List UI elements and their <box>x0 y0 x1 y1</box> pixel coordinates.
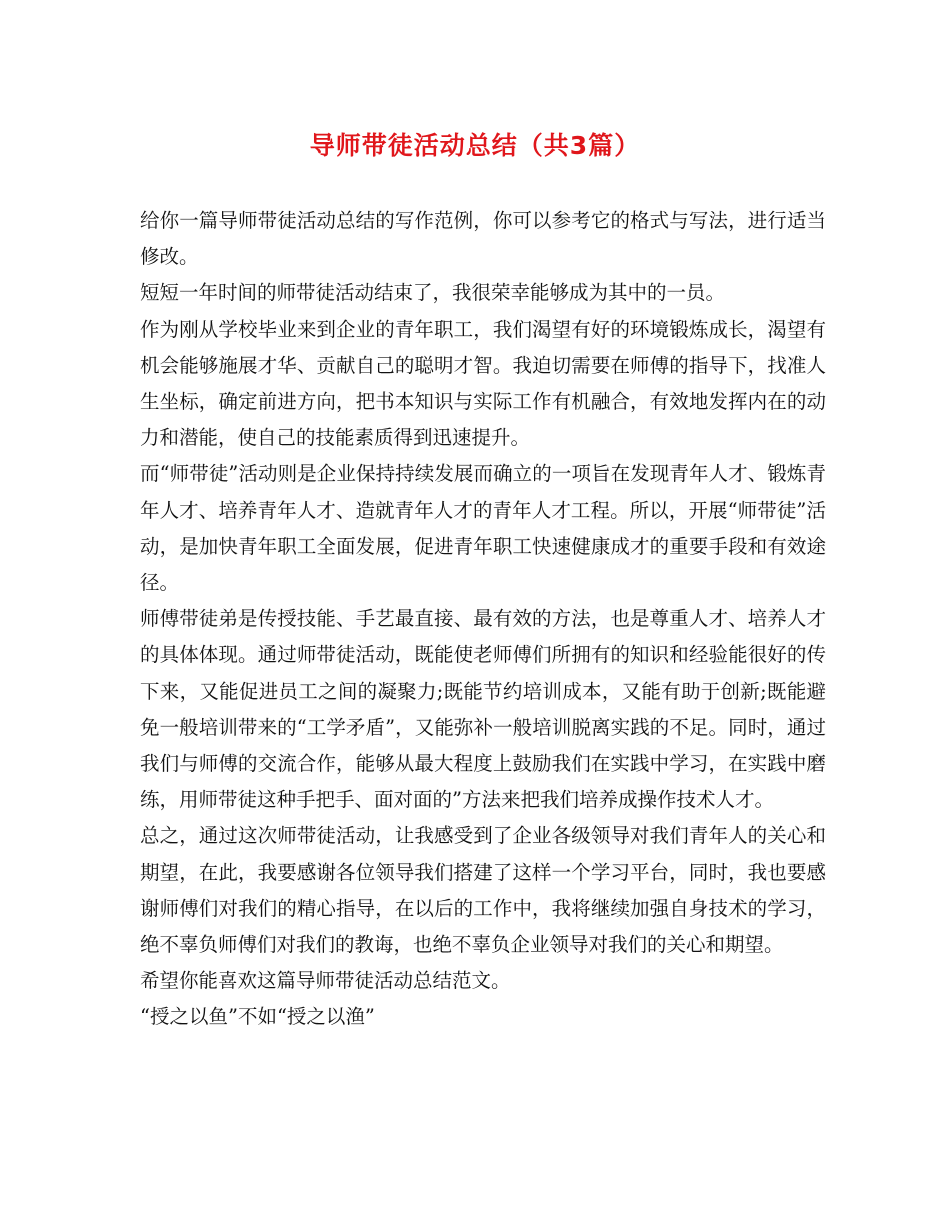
paragraph-2: 作为刚从学校毕业来到企业的青年职工，我们渴望有好的环境锻炼成长，渴望有机会能够施展才华、贡献自己的聪明才智。我迫切需要在师傅的指导下，找准人生坐标，确定前进方向，把书本知识与实际工作有机融合，有效地发挥内在的动力和潜能，使自己的技能素质得到迅速提升。 <box>140 317 826 450</box>
paragraph-6: 希望你能喜欢这篇导师带徒活动总结范文。 <box>140 969 511 993</box>
paragraph-4: 师傅带徒弟是传授技能、手艺最直接、最有效的方法，也是尊重人才、培养人才的具体体现。通过师带徒活动，既能使老师傅们所拥有的知识和经验能很好的传下来，又能促进员工之间的凝聚力;既能节约培训成本，又能有助于创新;既能避免一般培训带来的“工学矛盾”，又能弥补一般培训脱离实践的不足。同时，通过我们与师傅的交流合作，能够从最大程度上鼓励我们在实践中学习，在实践中磨练，用师带徒这种手把手、面对面的”方法来把我们培养成操作技术人才。 <box>140 607 826 812</box>
paragraph-5: 总之，通过这次师带徒活动，让我感受到了企业各级领导对我们青年人的关心和期望，在此，我要感谢各位领导我们搭建了这样一个学习平台，同时，我也要感谢师傅们对我们的精心指导，在以后的工作中，我将继续加强自身技术的学习，绝不辜负师傅们对我们的教诲，也绝不辜负企业领导对我们的关心和期望。 <box>140 824 826 957</box>
document-title: 导师带徒活动总结（共3篇） <box>309 131 641 160</box>
paragraph-3: 而“师带徒”活动则是企业保持持续发展而确立的一项旨在发现青年人才、锻炼青年人才、培养青年人才、造就青年人才的青年人才工程。所以，开展“师带徒”活动，是加快青年职工全面发展，促进青年职工快速健康成才的重要手段和有效途径。 <box>140 462 826 595</box>
paragraph-1: 短短一年时间的师带徒活动结束了，我很荣幸能够成为其中的一员。 <box>140 281 726 305</box>
document-body <box>140 203 826 1036</box>
paragraph-7: “授之以鱼”不如“授之以渔” <box>140 1005 375 1029</box>
paragraph-intro: 给你一篇导师带徒活动总结的写作范例，你可以参考它的格式与写法，进行适当修改。 <box>140 209 826 269</box>
